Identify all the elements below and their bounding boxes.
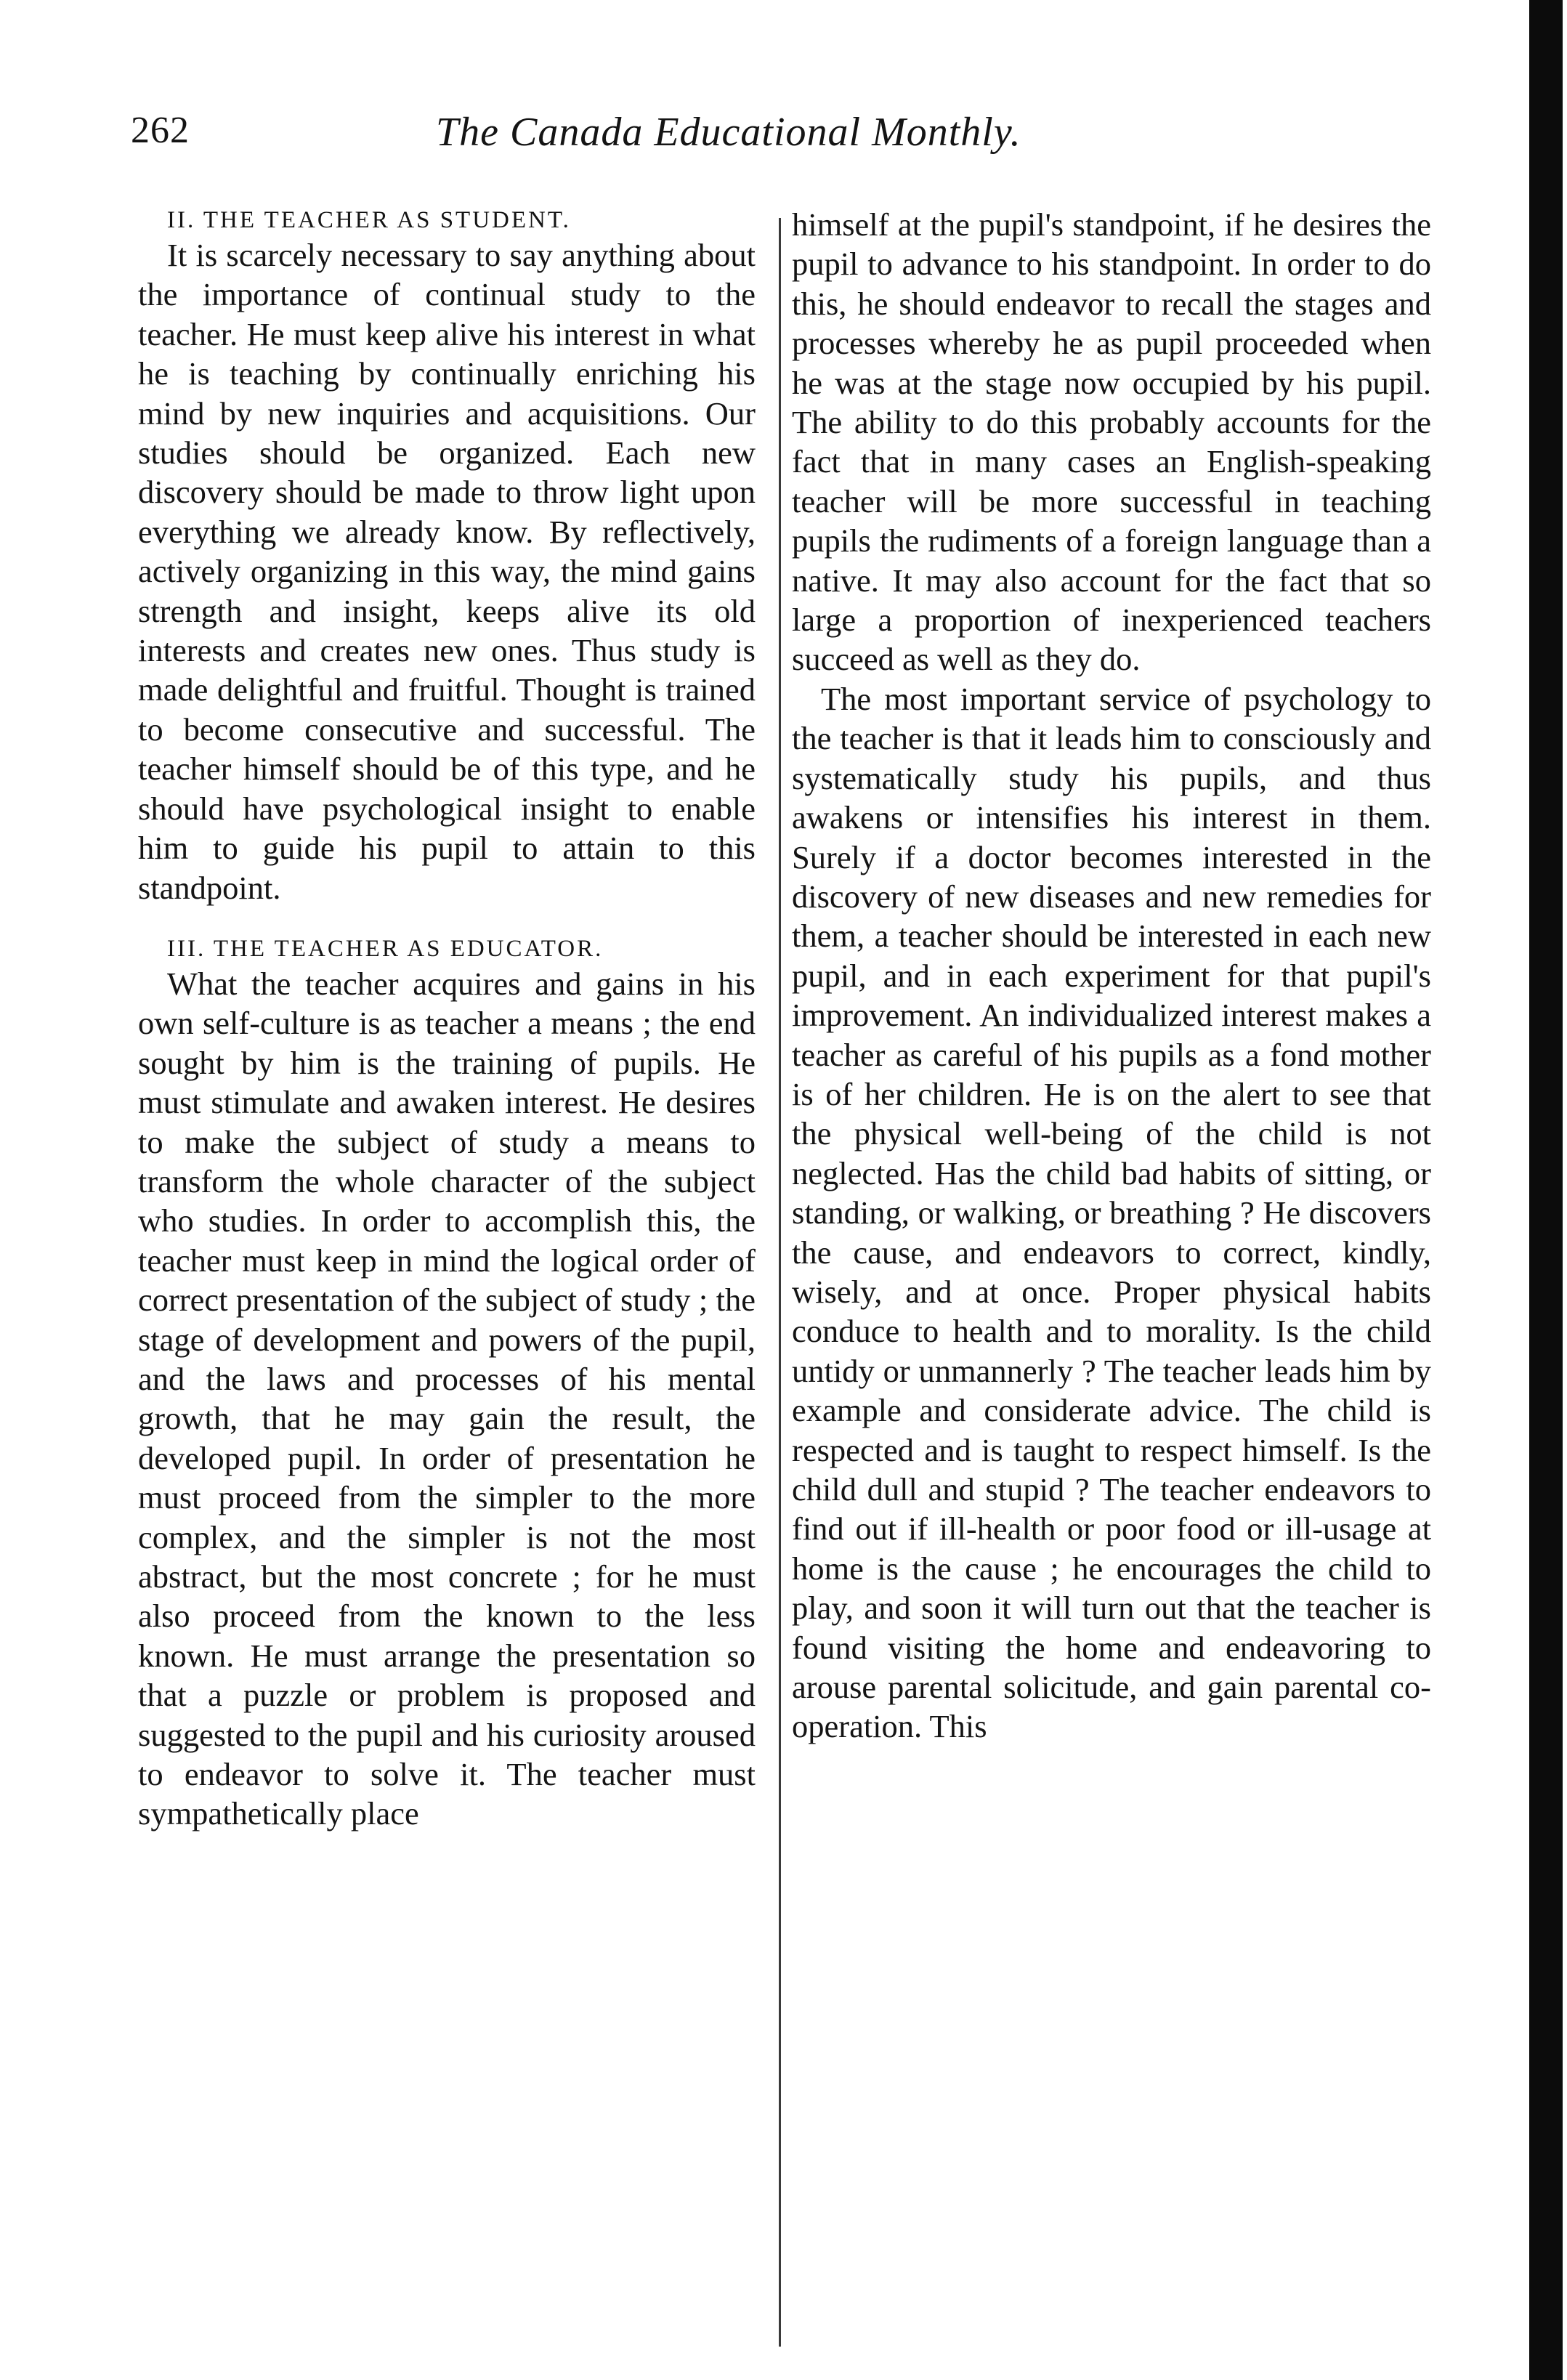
paragraph: What the teacher acquires and gains in his own self-culture is as teacher a means ; the end sought by him is the training of pupils. He must stimulate and awaken interest. He desires to make the subject of study a means to transform the whole character of the subject who studies. In order to accomplish this, the teacher must keep in mind the logical order of correct presentation of the subject of study ; the stage of development and powers of the pupil, and the laws and processes of his mental growth, that he may gain the result, the developed pupil. In order of presentation he must proceed from the simpler to the more complex, and the simpler is not the most abstract, but the most concrete ; for he must also proceed from the known to the less known. He must arrange the presentation so that a puzzle or problem is proposed and suggested to the pupil and his curiosity aroused to endeavor to solve it. The teacher must sympathetically place	[138, 965, 756, 1832]
paragraph: The most important service of psychology to the teacher is that it leads him to consciously and systematically study his pupils, and thus awakens or intensifies his interest in them. Surely if a doctor becomes interested in the discovery of new diseases and new remedies for them, a teacher should be interested in each new pupil, and in each experiment for that pupil's improvement. An individualized interest makes a teacher as careful of his pupils as a fond mother is of her children. He is on the alert to see that the physical well-being of the child is not neglected. Has the child bad habits of sitting, or standing, or walking, or breathing ? He discovers the cause, and endeavors to correct, kindly, wisely, and at once. Proper physical habits conduce to health and to morality. Is the child untidy or unmannerly ? The teacher leads him by example and considerate advice. The child is respected and is taught to respect himself. Is the child dull and stupid ? The teacher endeavors to find out if ill-health or poor food or ill-usage at home is the cause ; he encourages the child to play, and soon it will turn out that the teacher is found visiting the home and endeavoring to arouse parental solicitude, and gain parental co-operation. This	[792, 680, 1431, 1745]
section-heading-teacher-as-educator: III. THE TEACHER AS EDUCATOR.	[167, 935, 604, 962]
column-divider	[779, 218, 781, 2347]
section-heading-teacher-as-student: II. THE TEACHER AS STUDENT.	[167, 207, 571, 233]
scan-edge-bar	[1529, 0, 1563, 2380]
page-number: 262	[131, 110, 190, 151]
journal-title: The Canada Educational Monthly.	[436, 110, 1021, 155]
running-head	[131, 109, 1489, 167]
left-column	[138, 205, 756, 1834]
paragraph: It is scarcely necessary to say anything about the importance of continual study to the teacher. He must keep alive his interest in what he is teaching by continually enriching his mind by new inquiries and acquisitions. Our studies should be organized. Each new discovery should be made to throw light upon everything we already know. By reflectively, actively organizing in this way, the mind gains strength and insight, keeps alive its old interests and creates new ones. Thus study is made delightful and fruitful. Thought is trained to become consecutive and successful. The teacher himself should be of this type, and he should have psychological insight to enable him to guide his pupil to attain to this standpoint.	[138, 237, 756, 906]
right-column	[792, 205, 1431, 1746]
paragraph-continued: himself at the pupil's standpoint, if he desires the pupil to advance to his standpoint. In order to do this, he should endeavor to recall the stages and processes whereby he as pupil proceeded when he was at the stage now occupied by his pupil. The ability to do this probably accounts for the fact that in many cases an English-speaking teacher will be more successful in teaching pupils the rudiments of a foreign language than a native. It may also account for the fact that so large a proportion of inexperienced teachers succeed as well as they do.	[792, 206, 1431, 678]
